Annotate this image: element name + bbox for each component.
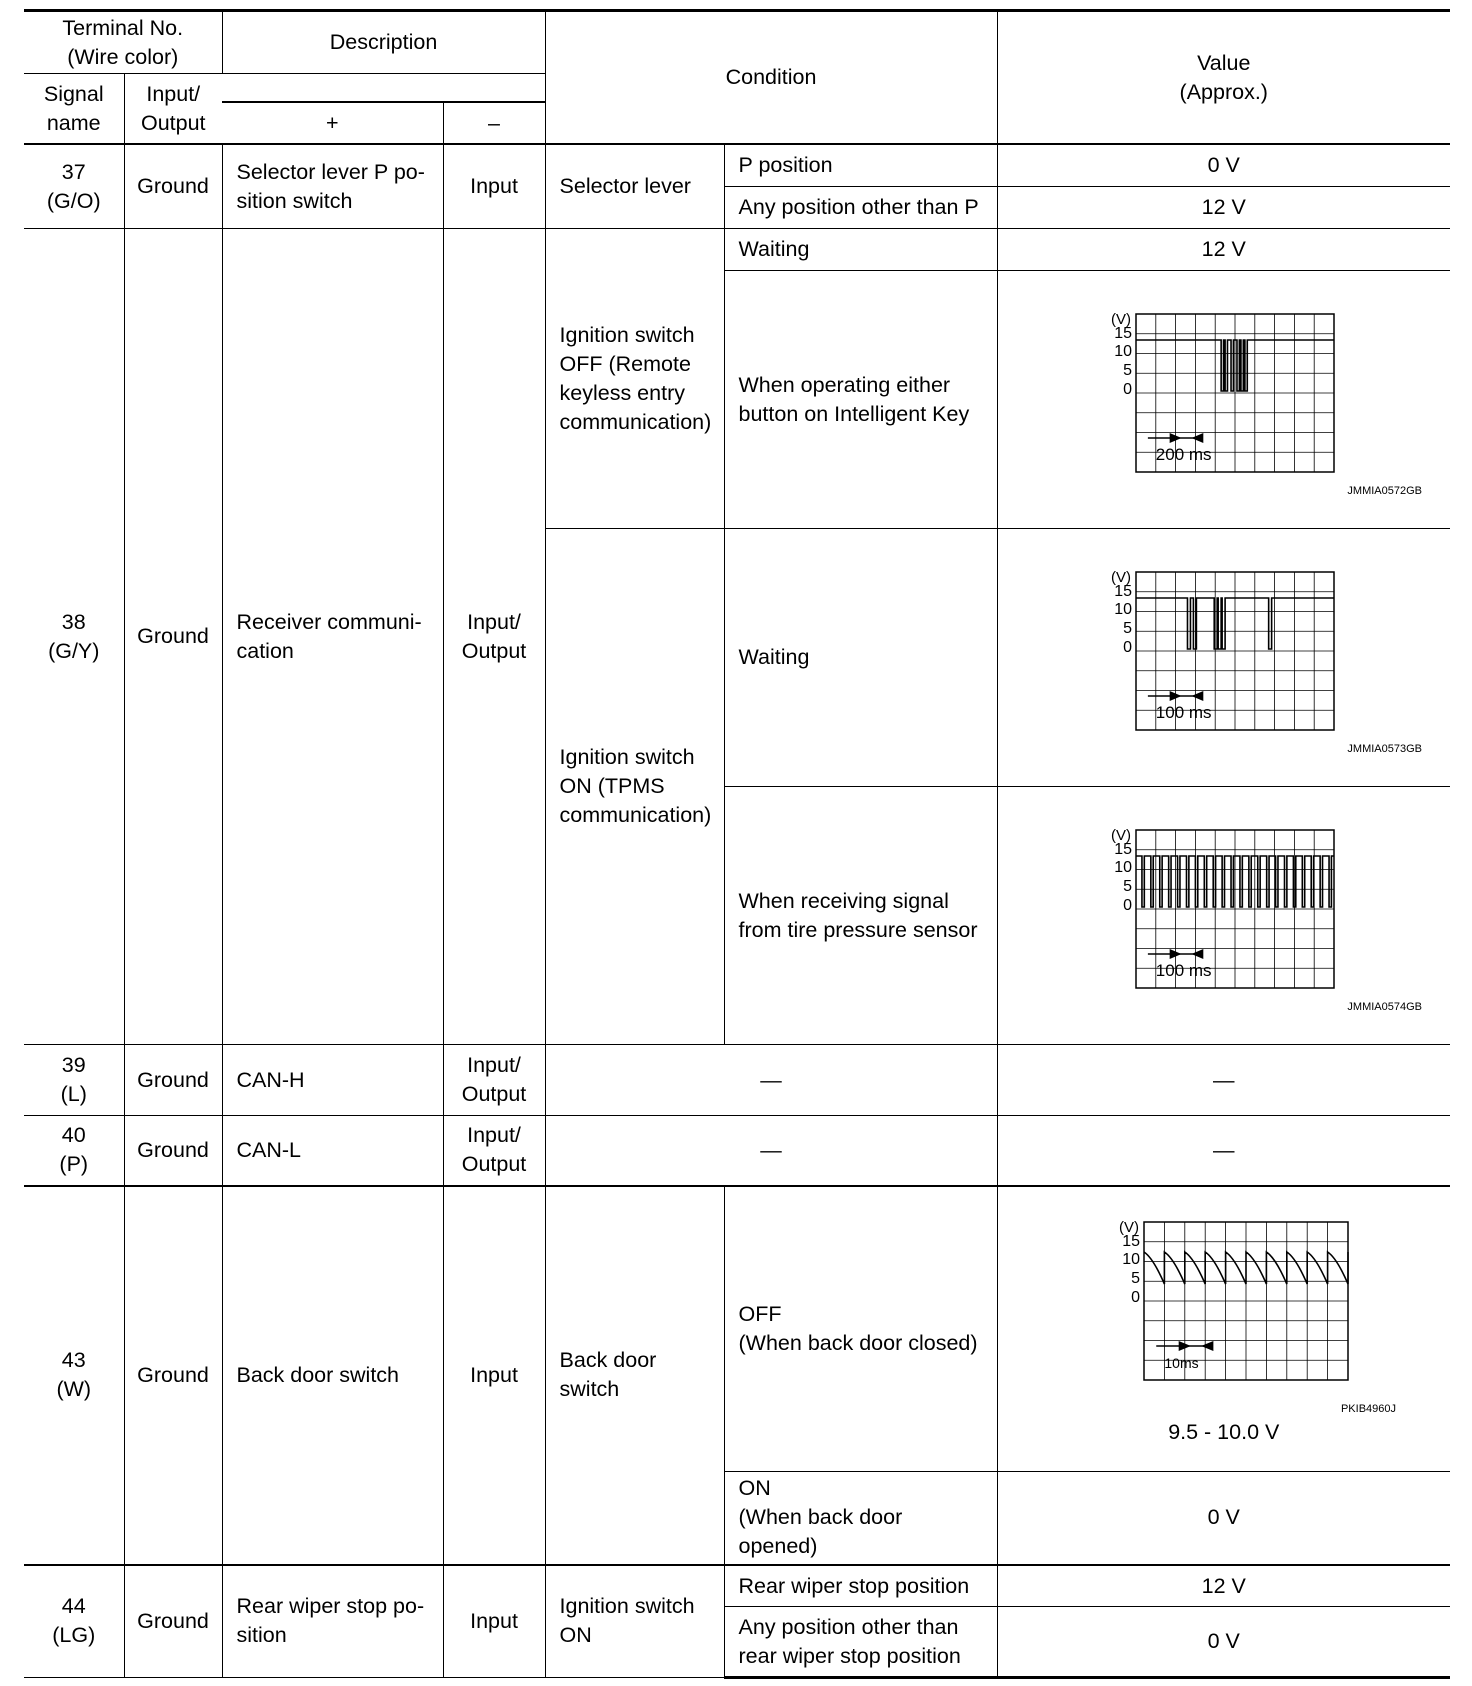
- value-43-on: 0 V: [997, 1471, 1450, 1564]
- ground-43: Ground: [124, 1186, 222, 1565]
- sub-condition-38-intelligent-key: When operating either button on Intelligent Key: [724, 271, 997, 529]
- value-37-other: 12 V: [997, 186, 1450, 228]
- scope-tick-label: 15: [1113, 582, 1132, 600]
- value-39: —: [997, 1045, 1450, 1116]
- header-input-output: Input/ Output: [124, 74, 222, 145]
- terminal-43: 43 (W): [24, 1186, 124, 1565]
- header-value: Value (Approx.): [997, 11, 1450, 145]
- scope-tick-label: 5: [1130, 1270, 1140, 1288]
- value-38-waiting-off: 12 V: [997, 229, 1450, 271]
- scope-timebase-arrow: [1191, 691, 1203, 701]
- value-43-off-text: 9.5 - 10.0 V: [1168, 1420, 1280, 1445]
- scope-tick-label: 10: [1113, 858, 1132, 876]
- io-43: Input: [443, 1186, 545, 1565]
- terminal-37: 37 (G/O): [24, 144, 124, 228]
- scope-tick-label: 0: [1130, 1289, 1140, 1307]
- scope-unit: (V): [1110, 310, 1131, 328]
- io-44: Input: [443, 1565, 545, 1678]
- value-38-tire-sensor: [997, 787, 1450, 1045]
- io-39: Input/ Output: [443, 1045, 545, 1116]
- scope-tick-label: 5: [1122, 619, 1132, 637]
- scope-timebase-label: 10ms: [1164, 1355, 1199, 1372]
- scope-timebase-label: 200 ms: [1155, 444, 1212, 464]
- scope-tick-label: 5: [1122, 361, 1132, 379]
- terminal-spec-table: [24, 9, 1450, 1679]
- value-40: —: [997, 1115, 1450, 1186]
- figure-code-43: PKIB4960J: [1340, 1403, 1397, 1416]
- sub-condition-38-tire-sensor: When receiving signal from tire pressure sensor: [724, 787, 997, 1045]
- sub-condition-38-waiting-on: Waiting: [724, 529, 997, 787]
- sub-condition-43-off: OFF (When back door closed): [724, 1186, 997, 1471]
- condition-38-off: Ignition switch OFF (Remote keyless entry communication): [545, 229, 724, 529]
- scope-trace: [1144, 1252, 1348, 1284]
- scope-tick-label: 0: [1122, 896, 1132, 914]
- header-terminal-no: Terminal No. (Wire color): [24, 11, 222, 74]
- scope-timebase-label: 100 ms: [1155, 960, 1212, 980]
- scope-timebase-arrow: [1201, 1341, 1213, 1351]
- scope-tick-label: 15: [1121, 1233, 1140, 1251]
- scope-unit: (V): [1118, 1219, 1139, 1237]
- sub-condition-44-stop: Rear wiper stop position: [724, 1565, 997, 1607]
- scope-timebase-arrow: [1191, 949, 1203, 959]
- value-38-intelligent-key: [997, 271, 1450, 529]
- signal-39: CAN-H: [222, 1045, 443, 1116]
- scope-tick-label: 15: [1113, 840, 1132, 858]
- sub-condition-44-other: Any position other than rear wiper stop position: [724, 1607, 997, 1678]
- sub-condition-37-other: Any position other than P: [724, 186, 997, 228]
- scope-tick-label: 10: [1113, 342, 1132, 360]
- waveform-tpms-waiting: [1074, 566, 1374, 738]
- condition-37: Selector lever: [545, 144, 724, 228]
- scope-tick-label: 0: [1122, 380, 1132, 398]
- waveform-tire-sensor: [1074, 824, 1374, 996]
- value-37-p: 0 V: [997, 144, 1450, 186]
- scope-timebase-label: 100 ms: [1155, 702, 1212, 722]
- value-43-off: [997, 1186, 1450, 1471]
- signal-44: Rear wiper stop po- sition: [222, 1565, 443, 1678]
- header-description: Description: [222, 11, 545, 74]
- io-37: Input: [443, 144, 545, 228]
- condition-39: —: [545, 1045, 997, 1116]
- io-40: Input/ Output: [443, 1115, 545, 1186]
- value-44-stop: 12 V: [997, 1565, 1450, 1607]
- condition-44: Ignition switch ON: [545, 1565, 724, 1678]
- scope-tick-label: 0: [1122, 638, 1132, 656]
- ground-37: Ground: [124, 144, 222, 228]
- scope-unit: (V): [1110, 568, 1131, 586]
- scope-timebase-arrow: [1191, 433, 1203, 443]
- figure-code-38-wait: JMMIA0573GB: [1347, 742, 1423, 755]
- figure-code-38-key: JMMIA0572GB: [1347, 484, 1423, 497]
- figure-code-38-tire: JMMIA0574GB: [1347, 1000, 1423, 1013]
- condition-40: —: [545, 1115, 997, 1186]
- terminal-38: 38 (G/Y): [24, 229, 124, 1045]
- signal-38: Receiver communi- cation: [222, 229, 443, 1045]
- ground-39: Ground: [124, 1045, 222, 1116]
- terminal-44: 44 (LG): [24, 1565, 124, 1678]
- sub-condition-38-waiting-off: Waiting: [724, 229, 997, 271]
- condition-43: Back door switch: [545, 1186, 724, 1565]
- signal-37: Selector lever P po- sition switch: [222, 144, 443, 228]
- ground-40: Ground: [124, 1115, 222, 1186]
- scope-unit: (V): [1110, 826, 1131, 844]
- header-plus: +: [222, 102, 443, 144]
- ground-44: Ground: [124, 1565, 222, 1678]
- waveform-back-door: [1074, 1216, 1374, 1398]
- scope-tick-label: 5: [1122, 877, 1132, 895]
- sub-condition-43-on: ON (When back door opened): [724, 1471, 997, 1564]
- header-signal-name: Signal name: [24, 74, 124, 145]
- sub-condition-37-p: P position: [724, 144, 997, 186]
- terminal-39: 39 (L): [24, 1045, 124, 1116]
- condition-38-on: Ignition switch ON (TPMS communication): [545, 529, 724, 1045]
- scope-tick-label: 15: [1113, 324, 1132, 342]
- waveform-intelligent-key: [1074, 308, 1374, 480]
- io-38: Input/ Output: [443, 229, 545, 1045]
- signal-43: Back door switch: [222, 1186, 443, 1565]
- ground-38: Ground: [124, 229, 222, 1045]
- scope-tick-label: 10: [1113, 600, 1132, 618]
- signal-40: CAN-L: [222, 1115, 443, 1186]
- header-minus: –: [443, 102, 545, 144]
- value-44-other: 0 V: [997, 1607, 1450, 1678]
- header-condition: Condition: [545, 11, 997, 145]
- scope-tick-label: 10: [1121, 1251, 1140, 1269]
- value-38-waiting-on: [997, 529, 1450, 787]
- terminal-40: 40 (P): [24, 1115, 124, 1186]
